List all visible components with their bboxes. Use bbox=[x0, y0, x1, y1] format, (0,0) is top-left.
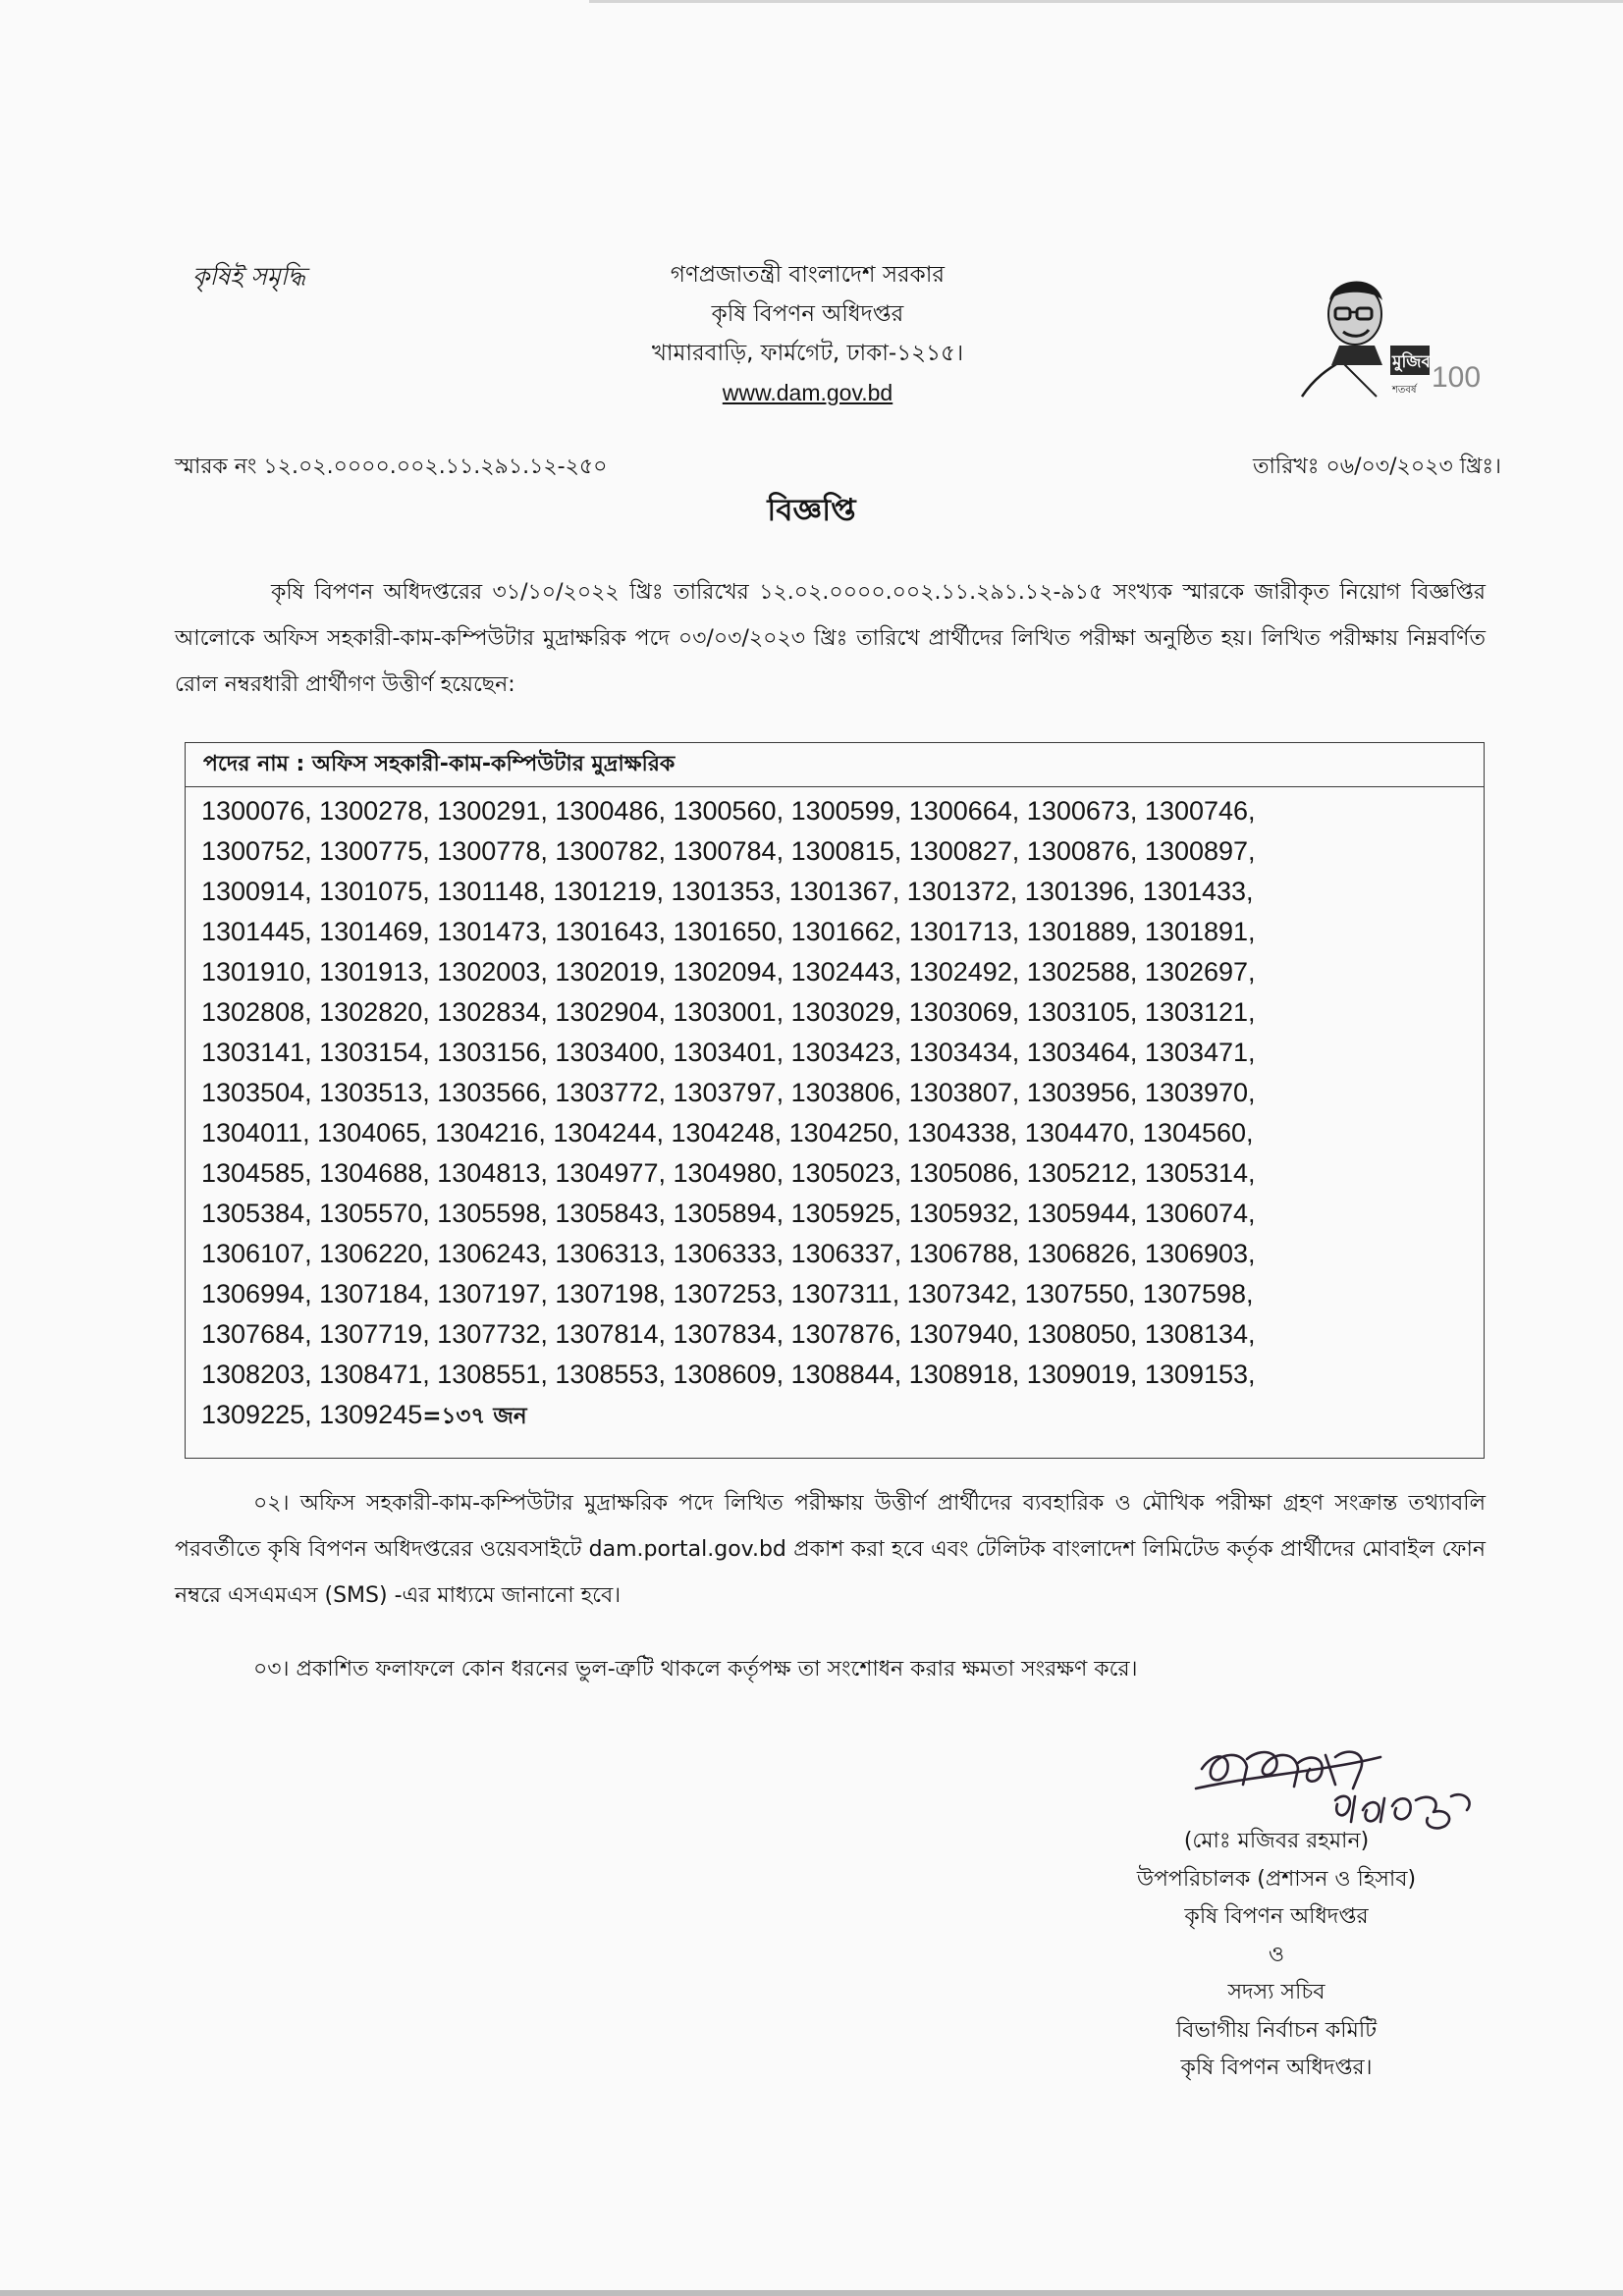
logo-label-main: মুজিব bbox=[1392, 352, 1431, 372]
logo-label-sub: শতবর্ষ bbox=[1392, 385, 1417, 396]
signatory-role: সদস্য সচিব bbox=[1227, 1980, 1325, 2004]
signatory-conjunction: ও bbox=[1268, 1942, 1285, 1967]
issue-date: তারিখঃ ০৬/০৩/২০২৩ খ্রিঃ। bbox=[1253, 454, 1501, 479]
roll-line: 1301910, 1301913, 1302003, 1302019, 1302094, 1302443, 1302492, 1302588, 1302697, bbox=[201, 957, 1256, 987]
post-name-heading: পদের নাম : অফিস সহকারী-কাম-কম্পিউটার মুদ্রাক্ষরিক bbox=[186, 743, 1484, 787]
roll-line: 1304585, 1304688, 1304813, 1304977, 1304980, 1305023, 1305086, 1305212, 1305314, bbox=[201, 1158, 1256, 1188]
roll-number-list bbox=[186, 787, 1484, 1437]
signatory-office: কৃষি বিপণন অধিদপ্তর bbox=[1184, 1904, 1369, 1929]
roll-line: 1309225, 1309245 bbox=[201, 1400, 423, 1429]
signatory-block bbox=[1080, 1823, 1473, 2088]
roll-line: 1306107, 1306220, 1306243, 1306313, 1306333, 1306337, 1306788, 1306826, 1306903, bbox=[201, 1239, 1256, 1268]
scan-edge-top bbox=[589, 0, 1623, 3]
roll-line: 1303504, 1303513, 1303566, 1303772, 1303797, 1303806, 1303807, 1303956, 1303970, bbox=[201, 1078, 1256, 1107]
mujib-centenary-logo-icon bbox=[1294, 263, 1487, 400]
roll-line: 1300076, 1300278, 1300291, 1300486, 1300560, 1300599, 1300664, 1300673, 1300746, bbox=[201, 796, 1256, 826]
roll-line: 1300752, 1300775, 1300778, 1300782, 1300784, 1300815, 1300827, 1300876, 1300897, bbox=[201, 836, 1256, 866]
roll-line: 1302808, 1302820, 1302834, 1302904, 1303001, 1303029, 1303069, 1303105, 1303121, bbox=[201, 997, 1256, 1027]
logo-label-number: 100 bbox=[1432, 361, 1482, 394]
signatory-designation: উপপরিচালক (প্রশাসন ও হিসাব) bbox=[1136, 1866, 1417, 1892]
letterhead bbox=[550, 255, 1065, 412]
signatory-name: (মোঃ মজিবর রহমান) bbox=[1183, 1829, 1370, 1853]
letterhead-department: কৃষি বিপণন অধিদপ্তর bbox=[711, 301, 904, 327]
paragraph-03: ০৩। প্রকাশিত ফলাফলে কোন ধরনের ভুল-ত্রুটি থাকলে কর্তৃপক্ষ তা সংশোধন করার ক্ষমতা সংরক্ষণ করে। bbox=[253, 1657, 1138, 1682]
paragraph-intro: কৃষি বিপণন অধিদপ্তরের ৩১/১০/২০২২ খ্রিঃ তারিখের ১২.০২.০০০০.০০২.১১.২৯১.১২-৯১৫ সংখ্যক স্মারকে জারীকৃত নিয়োগ বিজ্ঞপ্তির আলোকে অফিস সহকারী-কাম-কম্পিউটার মুদ্রাক্ষরিক পদে ০৩/০৩/২০২৩ খ্রিঃ তারিখে প্রার্থীদের লিখিত পরীক্ষা অনুষ্ঠিত হয়। লিখিত পরীক্ষায় নিম্নবর্ণিত রোল নম্বরধারী প্রার্থীগণ উত্তীর্ণ হয়েছেন: bbox=[175, 580, 1486, 697]
signatory-office-2: কৃষি বিপণন অধিদপ্তর। bbox=[1180, 2056, 1373, 2080]
total-count: =১৩৭ জন bbox=[422, 1404, 527, 1429]
roll-line-last bbox=[201, 1395, 1470, 1437]
signatory-committee: বিভাগীয় নির্বাচন কমিটি bbox=[1175, 2017, 1378, 2043]
letterhead-website[interactable]: www.dam.gov.bd bbox=[722, 380, 893, 405]
letterhead-address: খামারবাড়ি, ফার্মগেট, ঢাকা-১২১৫। bbox=[651, 341, 964, 366]
roll-line: 1306994, 1307184, 1307197, 1307198, 1307253, 1307311, 1307342, 1307550, 1307598, bbox=[201, 1279, 1254, 1308]
paragraph-02: ০২। অফিস সহকারী-কাম-কম্পিউটার মুদ্রাক্ষরিক পদে লিখিত পরীক্ষায় উত্তীর্ণ প্রার্থীদের ব্যবহারিক ও মৌখিক পরীক্ষা গ্রহণ সংক্রান্ত তথ্যাবলি পরবর্তীতে কৃষি বিপণন অধিদপ্তরের ওয়েবসাইটে dam.portal.gov.bd প্রকাশ করা হবে এবং টেলিটক বাংলাদেশ লিমিটেড কর্তৃক প্রার্থীদের মোবাইল ফোন নম্বরে এসএমএস (SMS) -এর মাধ্যমে জানানো হবে। bbox=[175, 1491, 1486, 1608]
roll-line: 1305384, 1305570, 1305598, 1305843, 1305894, 1305925, 1305932, 1305944, 1306074, bbox=[201, 1199, 1256, 1228]
roll-line: 1300914, 1301075, 1301148, 1301219, 1301353, 1301367, 1301372, 1301396, 1301433, bbox=[201, 877, 1254, 906]
roll-line: 1303141, 1303154, 1303156, 1303400, 1303401, 1303423, 1303434, 1303464, 1303471, bbox=[201, 1038, 1256, 1067]
roll-line: 1308203, 1308471, 1308551, 1308553, 1308609, 1308844, 1308918, 1309019, 1309153, bbox=[201, 1360, 1256, 1389]
roll-line: 1304011, 1304065, 1304216, 1304244, 1304248, 1304250, 1304338, 1304470, 1304560, bbox=[201, 1118, 1254, 1148]
roll-number-table bbox=[185, 742, 1485, 1459]
notice-title: বিজ্ঞপ্তি bbox=[767, 493, 856, 528]
memo-number: স্মারক নং ১২.০২.০০০০.০০২.১১.২৯১.১২-২৫০ bbox=[175, 454, 608, 479]
scan-edge-bottom bbox=[0, 2290, 1623, 2296]
letterhead-government: গণপ্রজাতন্ত্রী বাংলাদেশ সরকার bbox=[670, 262, 946, 288]
roll-line: 1307684, 1307719, 1307732, 1307814, 1307834, 1307876, 1307940, 1308050, 1308134, bbox=[201, 1319, 1256, 1349]
slogan: কৃষিই সমৃদ্ধি bbox=[192, 262, 306, 291]
roll-line: 1301445, 1301469, 1301473, 1301643, 1301650, 1301662, 1301713, 1301889, 1301891, bbox=[201, 917, 1256, 946]
